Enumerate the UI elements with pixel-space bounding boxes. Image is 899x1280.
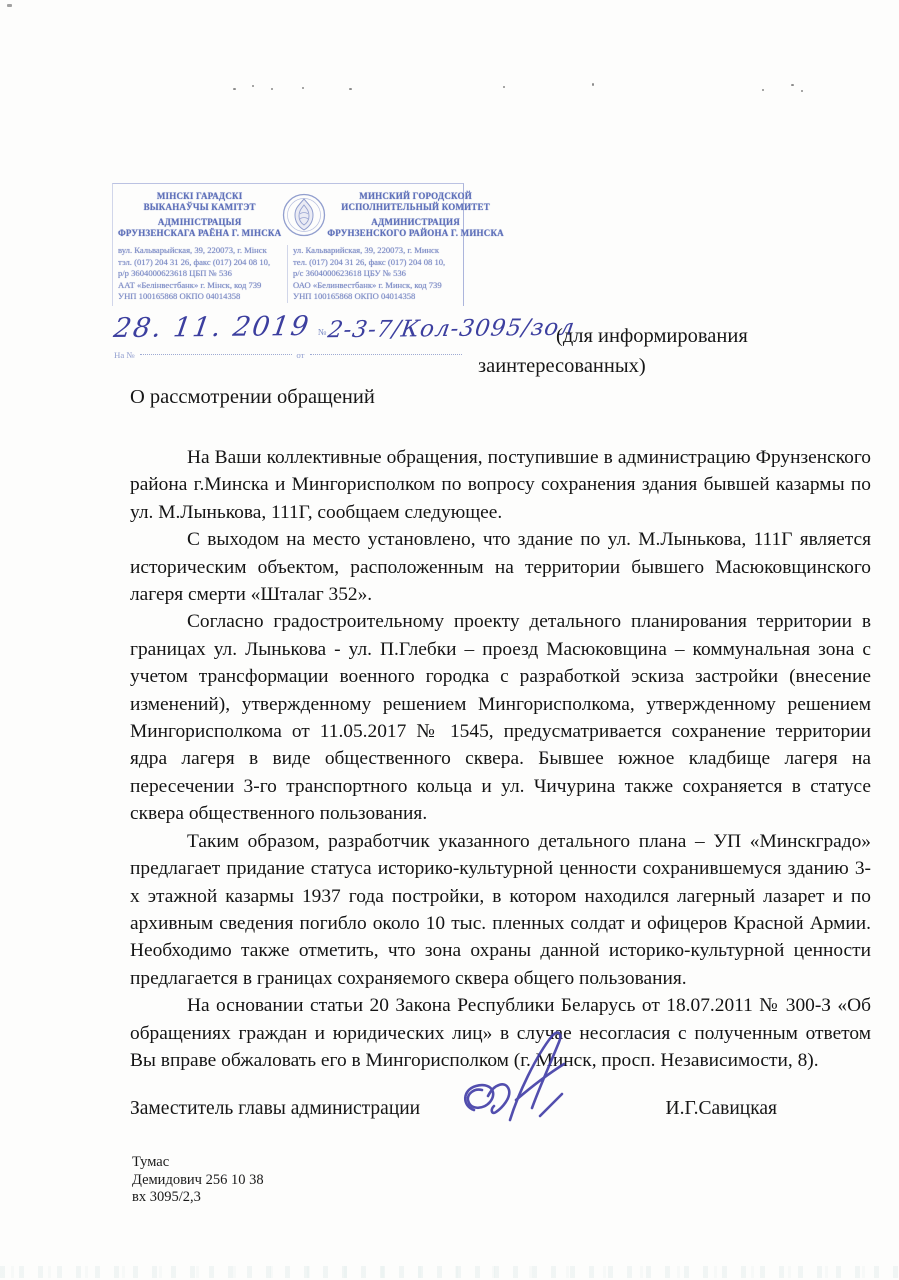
na-no-label: На № xyxy=(114,349,135,360)
org-line: АДМІНІСТРАЦЫЯ xyxy=(157,217,242,227)
addr-line: УНП 100165868 ОКПО 04014358 xyxy=(293,291,416,302)
addressee-note-line: (для информирования xyxy=(556,325,748,347)
body-paragraph: Таким образом, разработчик указанного детального плана – УП «Минскградо» предлагает придание статуса историко-культурной ценности сохранившемуся зданию 3-х этажной казармы 1937 года постройки, в котором находился лагерный лазарет и по архивным сведения погибло около 10 тыс. пленных солдат и офицеров Красной Армии. Необходимо также отметить, что зона охраны данной историко-культурной ценности предлагается в границах сохраняемого сквера общего пользования. xyxy=(130,830,871,989)
body-paragraph: Согласно градостроительному проекту детального планирования территории в границах ул. Лынькова - ул. П.Глебки – проезд Масюковщина – коммунальная зона с учетом трансформации военного городка с разработкой эскиза застройки (внесение изменений), утвержденному решением Мингорисполкома, утвержденному решением Мингорисполкома от 11.05.2017 № 1545, предусматривается сохранение территории ядра лагеря в виде общественного сквера. Бывшее южное кладбище лагеря на пересечении 3-го транспортного кольца и ул. Чичурина также сохраняется в статусе сквера общественного пользования. xyxy=(130,611,871,825)
org-line: АДМИНИСТРАЦИЯ xyxy=(371,217,460,227)
scan-speck xyxy=(233,88,236,90)
org-line: МИНСКИЙ ГОРОДСКОЙ xyxy=(359,191,472,201)
org-name-belarusian xyxy=(118,191,281,239)
body-paragraph: На Ваши коллективные обращения, поступившие в администрацию Фрунзенского района г.Минска и Мингорисполком по вопросу сохранения здания бывшей казармы по ул. М.Лынькова, 111Г, сообщаем следующее. xyxy=(130,447,871,523)
addr-line: УНП 100165868 ОКПО 04014358 xyxy=(118,291,241,302)
scan-speck xyxy=(791,84,794,86)
handwritten-outgoing-number: 2-3-7/Кол-3095/зол xyxy=(326,314,578,344)
org-address-belarusian xyxy=(118,245,288,303)
scan-speck xyxy=(271,88,273,90)
addr-line: р/р 3604000623618 ЦБП № 536 xyxy=(118,268,232,279)
addr-line: тел. (017) 204 31 26, факс (017) 204 08 10, xyxy=(293,256,446,267)
ot-label: от xyxy=(296,349,305,360)
org-name-russian xyxy=(327,191,504,239)
org-address-russian xyxy=(288,245,458,303)
coat-of-arms-icon xyxy=(281,191,327,238)
scan-speck xyxy=(592,83,594,86)
signer-position-title: Заместитель главы администрации xyxy=(130,1098,421,1120)
scan-corner-mark xyxy=(7,4,12,7)
na-no-blank-line xyxy=(140,353,293,355)
scan-speck xyxy=(302,87,304,89)
signer-name: И.Г.Савицкая xyxy=(665,1098,777,1120)
letter-body xyxy=(130,444,871,1207)
addressee-note-line: заинтересованных) xyxy=(478,354,646,377)
addr-line: ААТ «Белінвестбанк» г. Мінск, код 739 xyxy=(118,279,262,290)
org-line: ФРУНЗЕНСКОГО РАЙОНА Г. МИНСКА xyxy=(327,228,504,238)
executor-line: Демидович 256 10 38 xyxy=(132,1171,264,1188)
addr-line: тэл. (017) 204 31 26, факс (017) 204 08 10, xyxy=(118,256,271,267)
executor-line: Тумас xyxy=(132,1154,170,1171)
number-sign-label: № xyxy=(317,326,327,337)
org-line: ИСПОЛНИТЕЛЬНЫЙ КОМИТЕТ xyxy=(341,202,490,212)
scan-speck xyxy=(503,86,505,88)
scan-speck xyxy=(801,90,803,92)
addressee-note xyxy=(478,322,818,381)
subject-line: О рассмотрении обращений xyxy=(130,386,375,408)
scan-bottom-edge xyxy=(0,1266,899,1278)
addr-line: ОАО «Белинвестбанк» г. Минск, код 739 xyxy=(293,279,442,290)
addr-line: вул. Кальварыйская, 39, 220073, г. Мінск xyxy=(118,245,267,255)
signature-block xyxy=(130,1098,871,1120)
executor-footer xyxy=(132,1154,871,1207)
letterhead-stamp xyxy=(111,183,578,361)
scan-speck xyxy=(252,85,254,87)
addr-line: ул. Кальварийская, 39, 220073, г. Минск xyxy=(293,245,440,255)
stamp-border-box xyxy=(112,183,504,306)
body-paragraph: На основании статьи 20 Закона Республики Беларусь от 18.07.2011 № 300-З «Об обращениях граждан и юридических лиц» в случае несогласия с полученным ответом Вы вправе обжаловать его в Мингорисполком (г. Минск, просп. Независимости, 8). xyxy=(130,995,871,1071)
scan-speck xyxy=(349,88,352,90)
handwritten-date: 28. 11. 2019 xyxy=(111,310,313,345)
executor-line: вх 3095/2,3 xyxy=(132,1189,201,1206)
org-line: МІНСКІ ГАРАДСКІ xyxy=(156,191,243,201)
addr-line: р/с 3604000623618 ЦБУ № 536 xyxy=(293,268,406,279)
scan-speck xyxy=(762,89,764,91)
ot-blank-line xyxy=(310,353,463,355)
org-line: ФРУНЗЕНСКАГА РАЁНА Г. МІНСКА xyxy=(118,228,282,238)
body-paragraph: С выходом на место установлено, что здание по ул. М.Лынькова, 111Г является историческим объектом, расположенным на территории бывшего Масюковщинского лагеря смерти «Шталаг 352». xyxy=(130,529,871,606)
org-line: ВЫКАНАЎЧЫ КАМІТЭТ xyxy=(143,202,256,212)
